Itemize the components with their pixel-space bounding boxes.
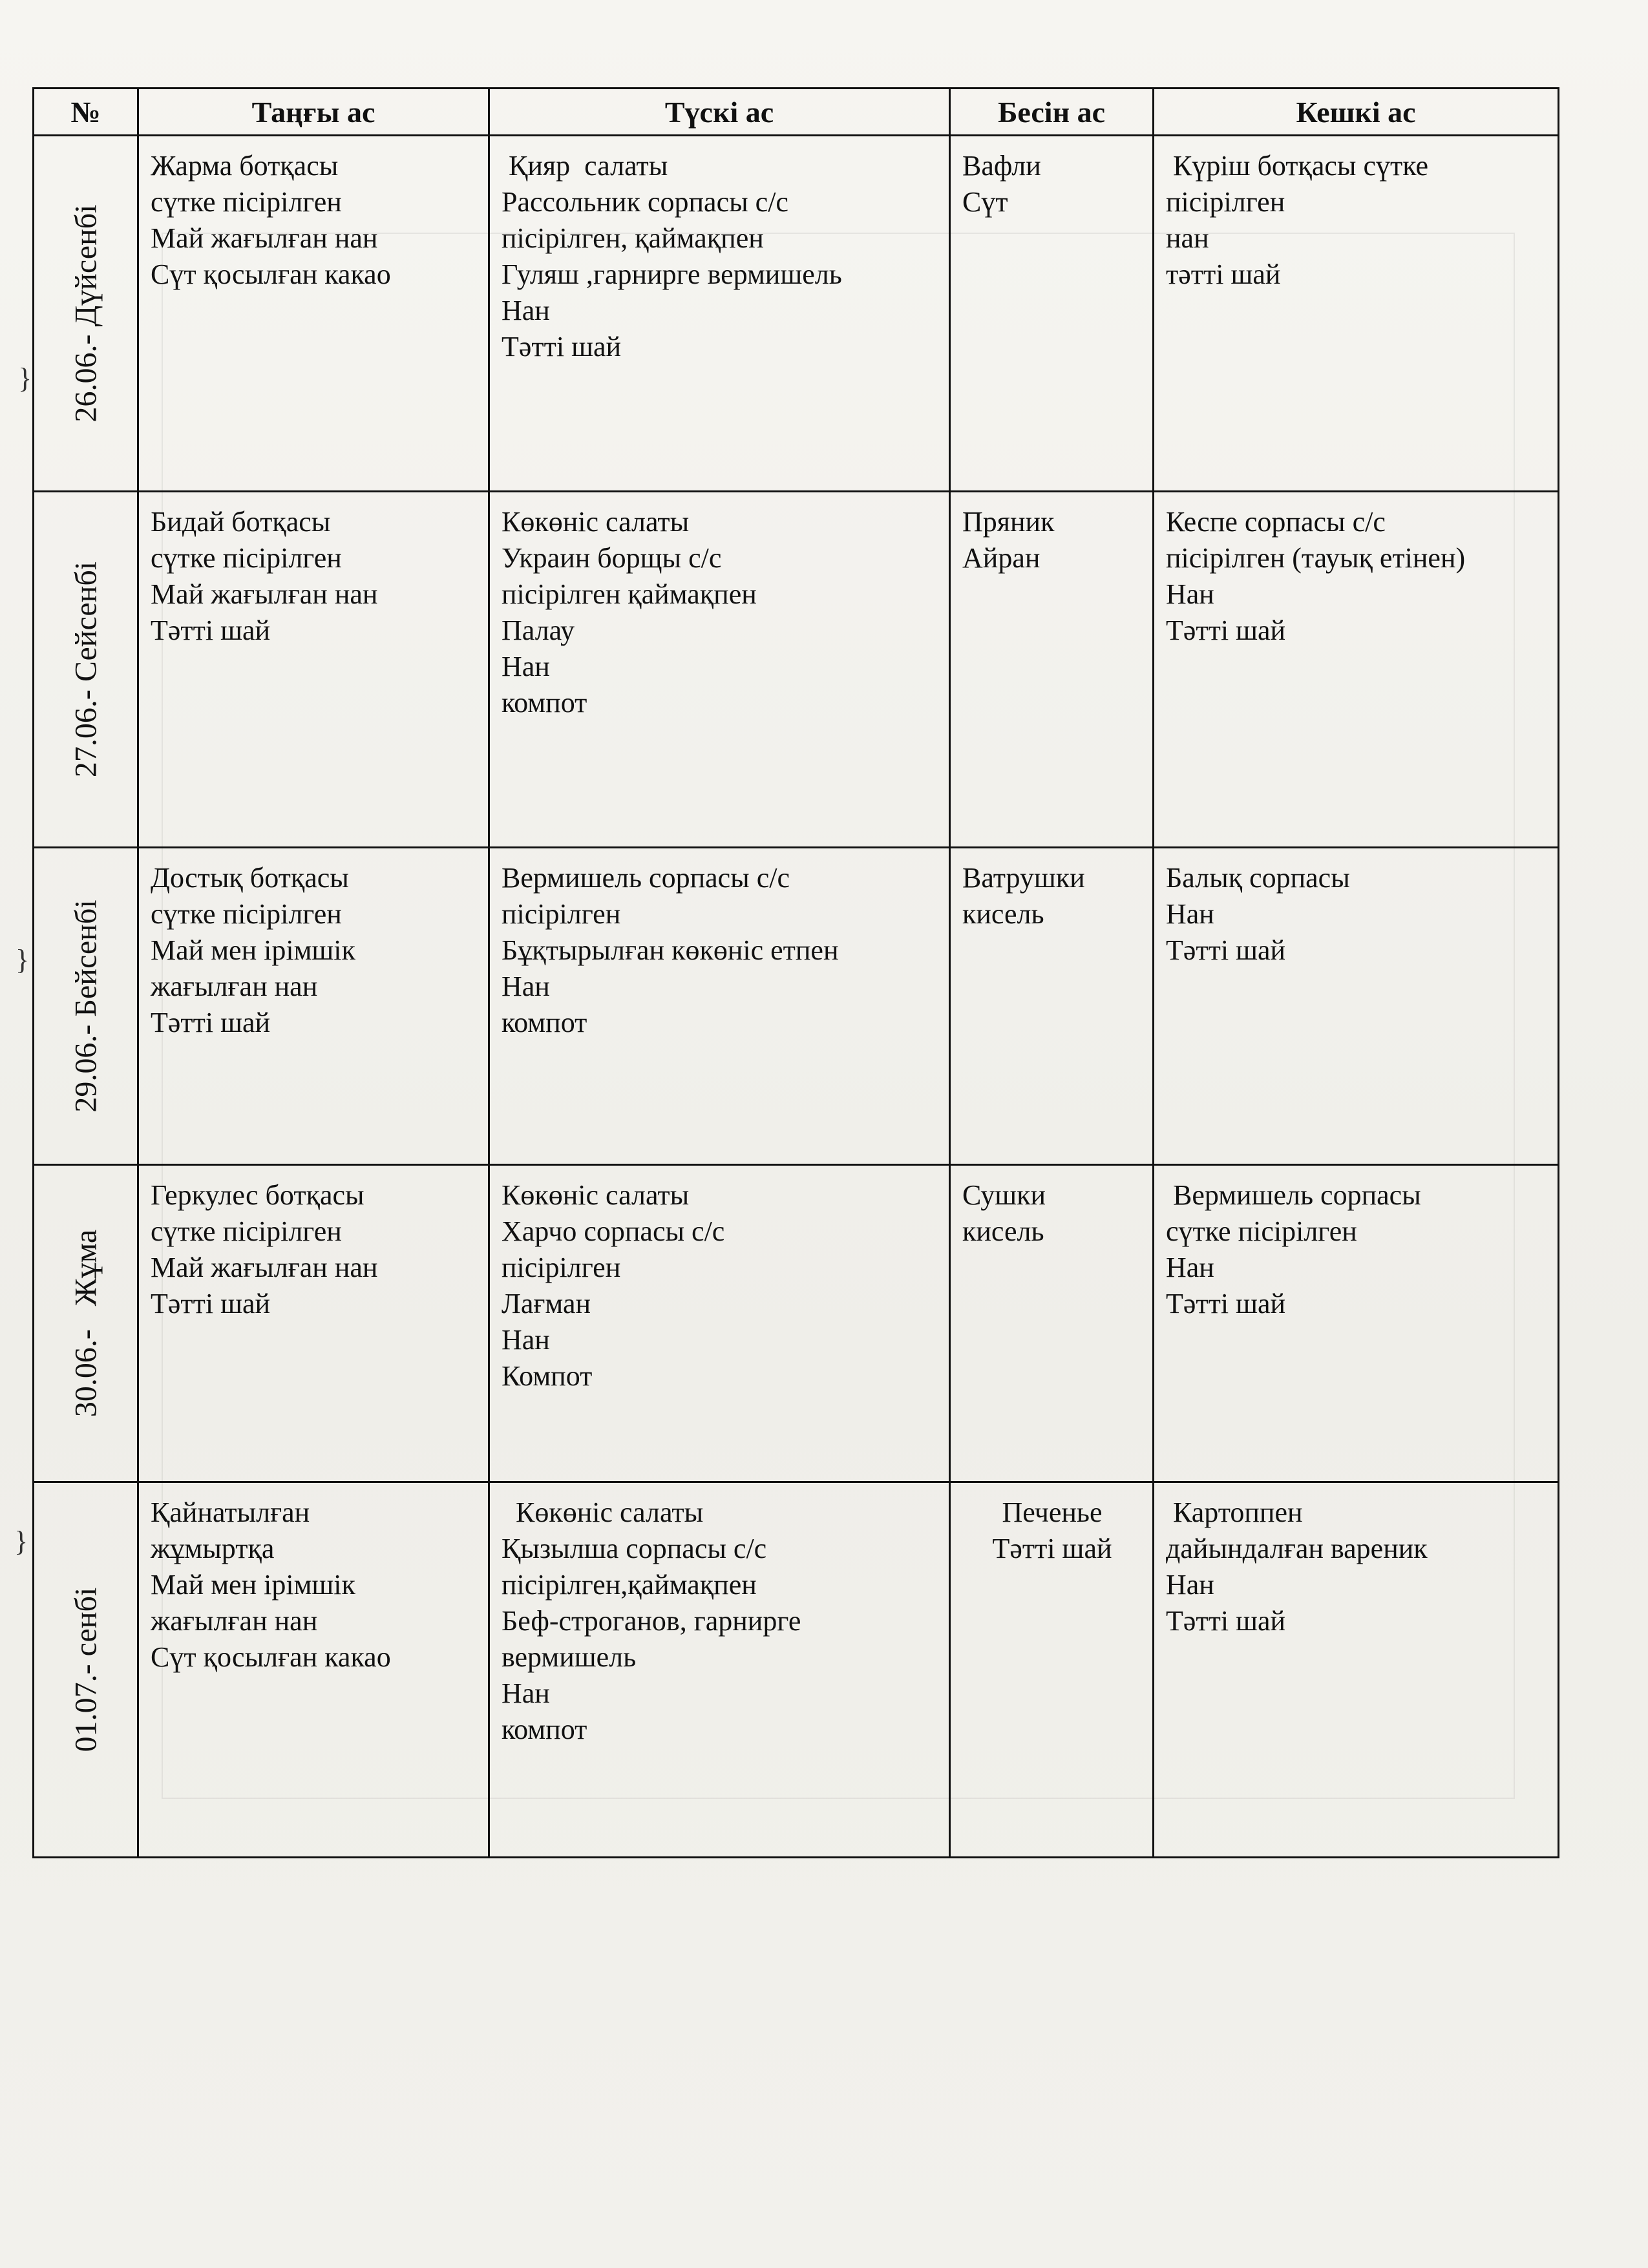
dinner-item: тәтті шай bbox=[1166, 258, 1281, 290]
lunch-cell bbox=[489, 1482, 950, 1858]
lunch-item: Нан bbox=[502, 651, 550, 682]
lunch-item: пісірілген қаймақпен bbox=[502, 578, 757, 610]
breakfast-item: Май жағылған нан bbox=[151, 578, 378, 610]
dinner-item: Нан bbox=[1166, 898, 1214, 930]
lunch-item: Компот bbox=[502, 1360, 593, 1392]
breakfast-item: Жарма ботқасы bbox=[151, 150, 339, 182]
lunch-item: пісірілген,қаймақпен bbox=[502, 1569, 757, 1601]
breakfast-item: жағылған нан bbox=[151, 971, 318, 1002]
lunch-item: компот bbox=[502, 1714, 587, 1745]
lunch-item: Вермишель сорпасы с/с bbox=[502, 862, 790, 894]
margin-mark: } bbox=[18, 362, 32, 394]
table-row bbox=[34, 848, 1559, 1165]
snack-item: кисель bbox=[962, 1215, 1044, 1247]
snack-cell bbox=[950, 1165, 1154, 1482]
snack-cell bbox=[950, 848, 1154, 1165]
snack-item: Айран bbox=[962, 542, 1041, 574]
lunch-item: Гуляш ,гарнирге вермишель bbox=[502, 258, 842, 290]
dinner-item: пісірілген (тауық етінен) bbox=[1166, 542, 1466, 574]
breakfast-item: жұмыртқа bbox=[151, 1533, 275, 1564]
breakfast-cell bbox=[138, 1482, 489, 1858]
breakfast-cell bbox=[138, 1165, 489, 1482]
lunch-item: Қияр салаты bbox=[502, 150, 668, 182]
dinner-cell bbox=[1154, 1165, 1559, 1482]
breakfast-item: Сүт қосылған какао bbox=[151, 1641, 391, 1673]
breakfast-item: сүтке пісірілген bbox=[151, 542, 342, 574]
snack-item: Пряник bbox=[962, 506, 1055, 538]
dinner-item: дайындалған вареник bbox=[1166, 1533, 1428, 1564]
dinner-item: нан bbox=[1166, 222, 1209, 254]
dinner-item: Тәтті шай bbox=[1166, 614, 1286, 646]
table-row bbox=[34, 136, 1559, 492]
lunch-item: Бұқтырылған көкөніс етпен bbox=[502, 934, 839, 966]
lunch-item: Беф-строганов, гарнирге bbox=[502, 1605, 801, 1637]
dinner-cell bbox=[1154, 136, 1559, 492]
col-header-breakfast: Таңғы ас bbox=[138, 89, 489, 136]
lunch-item: Палау bbox=[502, 614, 575, 646]
lunch-cell bbox=[489, 136, 950, 492]
lunch-item: Украин борщы с/с bbox=[502, 542, 722, 574]
lunch-item: Қызылша сорпасы с/с bbox=[502, 1533, 767, 1564]
breakfast-item: Май мен ірімшік bbox=[151, 1569, 355, 1601]
lunch-item: Көкөніс салаты bbox=[502, 1179, 690, 1211]
lunch-item: Нан bbox=[502, 1677, 550, 1709]
dinner-item: Кеспе сорпасы с/с bbox=[1166, 506, 1386, 538]
lunch-item: пісірілген bbox=[502, 1252, 621, 1283]
breakfast-item: Май мен ірімшік bbox=[151, 934, 355, 966]
dinner-item: сүтке пісірілген bbox=[1166, 1215, 1357, 1247]
breakfast-item: Достық ботқасы bbox=[151, 862, 349, 894]
day-cell bbox=[34, 136, 138, 492]
col-header-dinner: Кешкі ас bbox=[1154, 89, 1559, 136]
dinner-item: Тәтті шай bbox=[1166, 1605, 1286, 1637]
lunch-item: компот bbox=[502, 687, 587, 719]
breakfast-item: Май жағылған нан bbox=[151, 222, 378, 254]
dinner-item: Тәтті шай bbox=[1166, 934, 1286, 966]
snack-item: Ватрушки bbox=[962, 862, 1085, 894]
day-label: 29.06.- Бейсенбі bbox=[69, 899, 103, 1113]
lunch-item: пісірілген, қаймақпен bbox=[502, 222, 764, 254]
dinner-item: Тәтті шай bbox=[1166, 1288, 1286, 1319]
breakfast-item: Сүт қосылған какао bbox=[151, 258, 391, 290]
breakfast-item: Геркулес ботқасы bbox=[151, 1179, 364, 1211]
breakfast-cell bbox=[138, 848, 489, 1165]
breakfast-item: Тәтті шай bbox=[151, 614, 271, 646]
snack-item: Вафли bbox=[962, 150, 1041, 182]
breakfast-cell bbox=[138, 136, 489, 492]
lunch-item: Рассольник сорпасы с/с bbox=[502, 186, 788, 218]
snack-item: Печенье bbox=[1002, 1496, 1103, 1528]
snack-item: Сушки bbox=[962, 1179, 1046, 1211]
lunch-cell bbox=[489, 848, 950, 1165]
dinner-item: Нан bbox=[1166, 1569, 1214, 1601]
lunch-cell bbox=[489, 492, 950, 848]
day-label: 01.07.- сенбі bbox=[69, 1587, 103, 1752]
lunch-item: Тәтті шай bbox=[502, 331, 622, 362]
day-cell bbox=[34, 848, 138, 1165]
day-label: 26.06.- Дүйсенбі bbox=[69, 204, 103, 423]
dinner-item: Вермишель сорпасы bbox=[1166, 1179, 1421, 1211]
breakfast-item: Тәтті шай bbox=[151, 1288, 271, 1319]
lunch-item: компот bbox=[502, 1007, 587, 1038]
lunch-cell bbox=[489, 1165, 950, 1482]
breakfast-item: сүтке пісірілген bbox=[151, 898, 342, 930]
snack-item: Сүт bbox=[962, 186, 1008, 218]
day-label: 27.06.- Сейсенбі bbox=[69, 561, 103, 778]
breakfast-item: жағылған нан bbox=[151, 1605, 318, 1637]
lunch-item: Көкөніс салаты bbox=[502, 506, 690, 538]
margin-mark: } bbox=[16, 944, 30, 976]
dinner-cell bbox=[1154, 1482, 1559, 1858]
day-label: 30.06.- Жұма bbox=[69, 1229, 103, 1418]
snack-cell bbox=[950, 1482, 1154, 1858]
lunch-item: Харчо сорпасы с/с bbox=[502, 1215, 725, 1247]
header-row bbox=[34, 89, 1559, 136]
snack-item: кисель bbox=[962, 898, 1044, 930]
dinner-item: пісірілген bbox=[1166, 186, 1285, 218]
dinner-cell bbox=[1154, 492, 1559, 848]
dinner-item: Нан bbox=[1166, 1252, 1214, 1283]
lunch-item: Лағман bbox=[502, 1288, 591, 1319]
day-cell bbox=[34, 1482, 138, 1858]
lunch-item: вермишель bbox=[502, 1641, 637, 1673]
lunch-item: пісірілген bbox=[502, 898, 621, 930]
snack-item: Тәтті шай bbox=[992, 1533, 1112, 1564]
dinner-cell bbox=[1154, 848, 1559, 1165]
dinner-item: Картоппен bbox=[1166, 1496, 1303, 1528]
dinner-item: Нан bbox=[1166, 578, 1214, 610]
margin-mark: } bbox=[14, 1526, 28, 1557]
table-row bbox=[34, 1482, 1559, 1858]
snack-cell bbox=[950, 492, 1154, 848]
table-row bbox=[34, 492, 1559, 848]
weekly-menu-table bbox=[32, 87, 1559, 1858]
dinner-item: Күріш ботқасы сүтке bbox=[1166, 150, 1429, 182]
breakfast-item: Бидай ботқасы bbox=[151, 506, 331, 538]
day-cell bbox=[34, 492, 138, 848]
breakfast-item: Қайнатылған bbox=[151, 1496, 310, 1528]
breakfast-item: сүтке пісірілген bbox=[151, 186, 342, 218]
lunch-item: Нан bbox=[502, 1324, 550, 1356]
breakfast-item: Май жағылған нан bbox=[151, 1252, 378, 1283]
breakfast-cell bbox=[138, 492, 489, 848]
snack-cell bbox=[950, 136, 1154, 492]
lunch-item: Нан bbox=[502, 971, 550, 1002]
breakfast-item: Тәтті шай bbox=[151, 1007, 271, 1038]
table-row bbox=[34, 1165, 1559, 1482]
col-header-snack: Бесін ас bbox=[950, 89, 1154, 136]
breakfast-item: сүтке пісірілген bbox=[151, 1215, 342, 1247]
lunch-item: Көкөніс салаты bbox=[502, 1496, 704, 1528]
day-cell bbox=[34, 1165, 138, 1482]
col-header-lunch: Түскі ас bbox=[489, 89, 950, 136]
lunch-item: Нан bbox=[502, 295, 550, 326]
col-header-number: № bbox=[34, 89, 138, 136]
dinner-item: Балық сорпасы bbox=[1166, 862, 1350, 894]
